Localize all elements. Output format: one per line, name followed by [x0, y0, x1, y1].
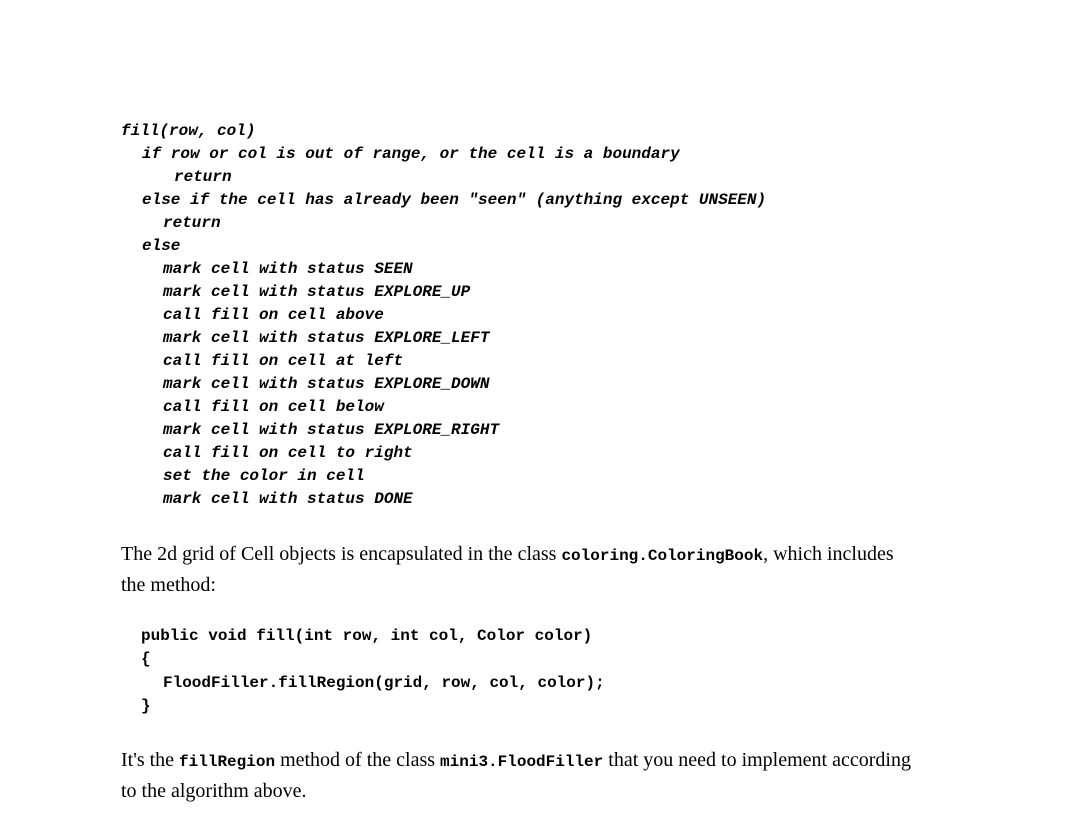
- pseudocode-line: else: [142, 237, 181, 255]
- paragraph-flood-filler: [121, 746, 911, 806]
- pseudocode-line: call fill on cell at left: [163, 352, 404, 370]
- pseudocode-line: else if the cell has already been "seen" (anything except UNSEEN): [142, 191, 767, 209]
- pseudocode-line: mark cell with status SEEN: [163, 260, 413, 278]
- pseudocode-line: mark cell with status EXPLORE_DOWN: [163, 375, 490, 393]
- code-line: {: [141, 650, 151, 668]
- pseudocode-line: return: [163, 214, 221, 232]
- code-line: FloodFiller.fillRegion(grid, row, col, color);: [163, 674, 605, 692]
- inline-code-class-name: mini3.FloodFiller: [440, 753, 604, 771]
- code-line: public void fill(int row, int col, Color color): [141, 627, 593, 645]
- pseudocode-line: mark cell with status DONE: [163, 490, 413, 508]
- pseudocode-line: if row or col is out of range, or the cell is a boundary: [142, 145, 680, 163]
- paragraph-text: , which includes the method:: [121, 543, 894, 596]
- paragraph-coloring-book: [121, 540, 921, 600]
- pseudocode-line: call fill on cell above: [163, 306, 384, 324]
- paragraph-text: It's the: [121, 749, 180, 771]
- inline-code-method-name: fillRegion: [179, 753, 276, 771]
- paragraph-text: that you need to implement according to the algorithm above.: [121, 749, 911, 802]
- pseudocode-line: return: [174, 168, 232, 186]
- pseudocode-line: mark cell with status EXPLORE_RIGHT: [163, 421, 500, 439]
- pseudocode-line: set the color in cell: [163, 467, 365, 485]
- paragraph-text: The 2d grid of Cell objects is encapsulated in the class: [121, 543, 562, 565]
- pseudocode-line: mark cell with status EXPLORE_LEFT: [163, 329, 490, 347]
- paragraph-text: method of the class: [275, 749, 441, 771]
- pseudocode-line: call fill on cell below: [163, 398, 384, 416]
- code-line: }: [141, 697, 151, 715]
- pseudocode-line: fill(row, col): [121, 122, 256, 140]
- pseudocode-line: call fill on cell to right: [163, 444, 413, 462]
- pseudocode-line: mark cell with status EXPLORE_UP: [163, 283, 471, 301]
- inline-code-class-name: coloring.ColoringBook: [561, 547, 764, 565]
